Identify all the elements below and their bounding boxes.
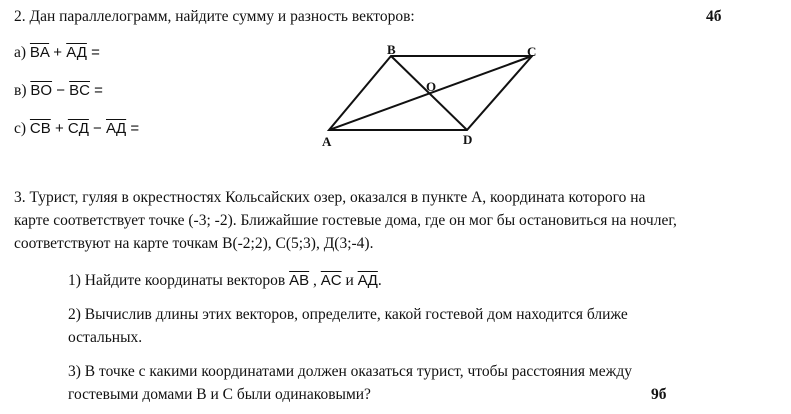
vertex-label-d: D: [463, 132, 473, 147]
center-label-o: O: [426, 79, 437, 94]
vertex-label-b: B: [387, 42, 396, 57]
period: .: [377, 272, 382, 289]
item-label: а): [14, 44, 27, 61]
task3-line-2: карте соответствует точке (-3; -2). Ближайшие гостевые дома, где он мог бы остановиться на ночлег,: [14, 212, 677, 229]
task3-question-3-line-2: гостевыми домами B и C были одинаковыми?: [68, 386, 371, 403]
task2-points: 4б: [706, 8, 722, 25]
question-1-text: 1) Найдите координаты векторов: [68, 272, 290, 289]
vector-bo: $\overline{BO}$: [30, 82, 53, 99]
equals-sign: =: [91, 44, 100, 61]
vector-ad: AД: [105, 120, 127, 137]
separator: и: [341, 272, 358, 289]
vector-cb: $\overline{CB}$: [29, 120, 51, 137]
equals-sign: =: [94, 82, 103, 99]
vector-ad: AД: [357, 272, 378, 289]
task3-points: 9б: [651, 386, 667, 403]
task3-question-1: [68, 271, 382, 291]
task3-line-1: 3. Турист, гуляя в окрестностях Кольсайских озер, оказался в пункте А, координата которого на: [14, 189, 646, 206]
task2-header: 2. Дан параллелограмм, найдите сумму и разность векторов:: [14, 8, 415, 25]
item-label: с): [14, 120, 27, 137]
vector-ab: $\overline{AB}$: [289, 272, 310, 289]
vector-ba: $\overline{BA}$: [29, 44, 50, 61]
vector-ac: $\overline{AC}$: [320, 272, 342, 289]
vector-bc: $\overline{BC}$: [69, 82, 90, 99]
vertex-label-a: A: [322, 134, 332, 149]
operator-minus: −: [93, 120, 102, 137]
vector-ad: АД: [66, 44, 87, 61]
vector-cd: CД: [67, 120, 89, 137]
vertex-label-c: C: [527, 44, 537, 59]
equals-sign: =: [130, 120, 140, 137]
task3-question-3-line-1: 3) В точке с какими координатами должен оказаться турист, чтобы расстояния между: [68, 363, 632, 380]
separator: ,: [309, 272, 321, 289]
task3-line-3: соответствуют на карте точкам B(-2;2), C(5;3), Д(3;-4).: [14, 235, 374, 252]
operator-minus: −: [56, 82, 65, 99]
task3-question-2-line-1: 2) Вычислив длины этих векторов, определите, какой гостевой дом находится ближе: [68, 306, 628, 323]
item-label: в): [14, 82, 27, 99]
operator-plus: +: [53, 44, 63, 61]
task3-question-2-line-2: остальных.: [68, 329, 143, 346]
operator-plus: +: [54, 120, 64, 137]
